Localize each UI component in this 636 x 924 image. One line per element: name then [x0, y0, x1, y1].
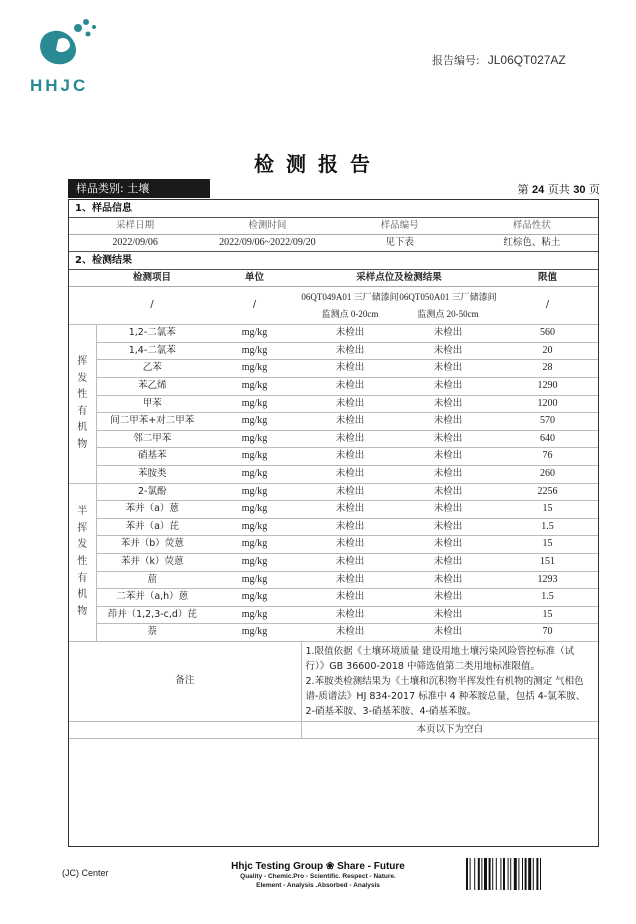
- result-point-2: 未检出: [399, 536, 497, 554]
- result-point-1: 未检出: [301, 553, 399, 571]
- result-point-2: 未检出: [399, 413, 497, 431]
- result-row: [69, 501, 598, 519]
- result-point-1: 未检出: [301, 377, 399, 395]
- result-row: [69, 325, 598, 343]
- result-point-2: 未检出: [399, 325, 497, 343]
- result-row: [69, 413, 598, 431]
- item-name: 2-氯酚: [96, 483, 208, 501]
- result-point-2: 未检出: [399, 395, 497, 413]
- result-point-2: 未检出: [399, 342, 497, 360]
- result-row: [69, 448, 598, 466]
- limit-value: 15: [497, 501, 598, 519]
- barcode-bar: [525, 858, 527, 890]
- item-name: 1,4-二氯苯: [96, 342, 208, 360]
- logo-text: HHJC: [30, 76, 89, 95]
- item-name: 苯胺类: [96, 465, 208, 483]
- page-indicator: [518, 181, 601, 197]
- result-point-2: 未检出: [399, 606, 497, 624]
- barcode-bar: [508, 858, 509, 890]
- result-point-2: 未检出: [399, 589, 497, 607]
- unit-value: mg/kg: [208, 571, 301, 589]
- sample-info-section-title: 1、样品信息: [69, 200, 598, 218]
- item-name: 硝基苯: [96, 448, 208, 466]
- sample-point-2: 06QT050A01 三厂储漆间监测点 20-50cm: [399, 287, 497, 325]
- result-point-2: 未检出: [399, 483, 497, 501]
- unit-value: mg/kg: [208, 624, 301, 642]
- result-point-1: 未检出: [301, 413, 399, 431]
- results-section-title: 2、检测结果: [69, 252, 598, 270]
- sub-item: /: [96, 287, 208, 325]
- result-point-1: 未检出: [301, 501, 399, 519]
- unit-value: mg/kg: [208, 377, 301, 395]
- barcode-bar: [528, 858, 531, 890]
- item-name: 甲苯: [96, 395, 208, 413]
- item-name: 茚并（1,2,3-c,d）芘: [96, 606, 208, 624]
- result-point-1: 未检出: [301, 571, 399, 589]
- note-1: 1.限值依据《土壤环境质量 建设用地土壤污染风险管控标准（试行）》GB 36600-2018 中筛选值第二类用地标准限值。: [305, 645, 575, 672]
- barcode-bar: [514, 858, 517, 890]
- test-time-header: 检测时间: [201, 218, 333, 235]
- logo-icon: [22, 14, 112, 74]
- sample-point-1: 06QT049A01 三厂储漆间监测点 0-20cm: [301, 287, 399, 325]
- page-prefix: 第: [517, 183, 529, 196]
- result-row: [69, 518, 598, 536]
- item-name: 二苯并（a,h）蒽: [96, 589, 208, 607]
- barcode-bar: [503, 858, 505, 890]
- unit-value: mg/kg: [208, 536, 301, 554]
- unit-value: mg/kg: [208, 518, 301, 536]
- result-row: [69, 483, 598, 501]
- item-header: 检测项目: [96, 270, 208, 287]
- item-name: 乙苯: [96, 360, 208, 378]
- barcode-bar: [470, 858, 471, 890]
- limit-value: 1290: [497, 377, 598, 395]
- result-point-1: 未检出: [301, 360, 399, 378]
- unit-value: mg/kg: [208, 342, 301, 360]
- limit-value: 15: [497, 606, 598, 624]
- result-point-2: 未检出: [399, 624, 497, 642]
- limit-value: 560: [497, 325, 598, 343]
- result-point-2: 未检出: [399, 360, 497, 378]
- item-name: 1,2-二氯苯: [96, 325, 208, 343]
- page-suffix: 页: [589, 183, 600, 196]
- result-point-1: 未检出: [301, 483, 399, 501]
- sub-limit: /: [497, 287, 598, 325]
- result-row: [69, 571, 598, 589]
- sample-category: 样品类别: 土壤: [68, 179, 210, 198]
- unit-value: mg/kg: [208, 483, 301, 501]
- barcode-bar: [500, 858, 501, 890]
- report-number-value: JL06QT027AZ: [487, 53, 566, 67]
- barcode-bar: [474, 858, 475, 890]
- limit-header: 限值: [497, 270, 598, 287]
- item-name: 苯并（k）荧蒽: [96, 553, 208, 571]
- result-point-2: 未检出: [399, 465, 497, 483]
- unit-value: mg/kg: [208, 553, 301, 571]
- limit-value: 1.5: [497, 518, 598, 536]
- unit-value: mg/kg: [208, 430, 301, 448]
- result-row: [69, 430, 598, 448]
- result-point-2: 未检出: [399, 553, 497, 571]
- barcode-bar: [496, 858, 497, 890]
- result-point-1: 未检出: [301, 395, 399, 413]
- barcode-bar: [533, 858, 534, 890]
- barcode-bar: [522, 858, 523, 890]
- sample-info-table: [69, 200, 598, 252]
- result-point-1: 未检出: [301, 448, 399, 466]
- barcode-bar: [466, 858, 468, 890]
- unit-value: mg/kg: [208, 448, 301, 466]
- points-header: 采样点位及检测结果: [301, 270, 497, 287]
- sample-id-header: 样品编号: [334, 218, 466, 235]
- item-name: 间二甲苯+对二甲苯: [96, 413, 208, 431]
- result-row: [69, 342, 598, 360]
- notes: [301, 641, 598, 721]
- sample-property-value: 红棕色、粘土: [466, 235, 598, 252]
- sub-unit: /: [208, 287, 301, 325]
- result-point-1: 未检出: [301, 624, 399, 642]
- result-point-1: 未检出: [301, 536, 399, 554]
- item-name: 苯乙烯: [96, 377, 208, 395]
- result-row: [69, 465, 598, 483]
- unit-header: 单位: [208, 270, 301, 287]
- barcode-bar: [510, 858, 511, 890]
- limit-value: 2256: [497, 483, 598, 501]
- unit-value: mg/kg: [208, 413, 301, 431]
- barcode-bar: [478, 858, 480, 890]
- item-name: 苯并（b）荧蒽: [96, 536, 208, 554]
- item-name: 苯并（a）蒽: [96, 501, 208, 519]
- limit-value: 15: [497, 536, 598, 554]
- barcode-bar: [481, 858, 482, 890]
- limit-value: 28: [497, 360, 598, 378]
- result-point-2: 未检出: [399, 448, 497, 466]
- page-mid: 页共: [547, 183, 570, 196]
- result-row: [69, 606, 598, 624]
- result-row: [69, 553, 598, 571]
- test-time-value: 2022/09/06~2022/09/20: [201, 235, 333, 252]
- sampling-date-value: 2022/09/06: [69, 235, 201, 252]
- result-point-2: 未检出: [399, 501, 497, 519]
- group-label-svoc: 半 挥 发 性 有 机 物: [69, 483, 96, 641]
- page-total: 30: [573, 184, 586, 196]
- result-point-2: 未检出: [399, 377, 497, 395]
- limit-value: 1.5: [497, 589, 598, 607]
- result-point-1: 未检出: [301, 606, 399, 624]
- item-name: 邻二甲苯: [96, 430, 208, 448]
- unit-value: mg/kg: [208, 465, 301, 483]
- unit-value: mg/kg: [208, 589, 301, 607]
- unit-value: mg/kg: [208, 606, 301, 624]
- footer-line-2: Quality - Chemic.Pro - Scientific. Respect - Nature.: [240, 873, 396, 880]
- barcode-bar: [518, 858, 519, 890]
- result-point-1: 未检出: [301, 342, 399, 360]
- item-name: 䓛: [96, 571, 208, 589]
- barcode-bar: [484, 858, 487, 890]
- page-current: 24: [532, 184, 545, 196]
- result-row: [69, 395, 598, 413]
- notes-label: 备注: [69, 641, 301, 721]
- footer-line-1: Hhjc Testing Group ❀ Share - Future: [231, 861, 405, 872]
- limit-value: 1293: [497, 571, 598, 589]
- unit-value: mg/kg: [208, 395, 301, 413]
- result-point-2: 未检出: [399, 571, 497, 589]
- limit-value: 640: [497, 430, 598, 448]
- limit-value: 20: [497, 342, 598, 360]
- limit-value: 76: [497, 448, 598, 466]
- group-label-voc: 挥 发 性 有 机 物: [69, 325, 96, 483]
- item-name: 苯并（a）芘: [96, 518, 208, 536]
- result-row: [69, 360, 598, 378]
- results-table: [69, 252, 598, 739]
- item-name: 萘: [96, 624, 208, 642]
- barcode-bar: [489, 858, 491, 890]
- unit-value: mg/kg: [208, 325, 301, 343]
- result-point-1: 未检出: [301, 465, 399, 483]
- result-row: [69, 589, 598, 607]
- limit-value: 70: [497, 624, 598, 642]
- result-point-1: 未检出: [301, 518, 399, 536]
- sample-property-header: 样品性状: [466, 218, 598, 235]
- report-number-label: 报告编号:: [432, 54, 480, 67]
- barcode-bar: [536, 858, 538, 890]
- result-point-1: 未检出: [301, 325, 399, 343]
- result-point-2: 未检出: [399, 518, 497, 536]
- report-number: [432, 52, 566, 68]
- company-logo: [22, 14, 112, 94]
- result-row: [69, 624, 598, 642]
- limit-value: 260: [497, 465, 598, 483]
- sampling-date-header: 采样日期: [69, 218, 201, 235]
- unit-value: mg/kg: [208, 360, 301, 378]
- unit-value: mg/kg: [208, 501, 301, 519]
- blank-note: 本页以下为空白: [301, 721, 598, 738]
- result-point-1: 未检出: [301, 589, 399, 607]
- barcode-bar: [540, 858, 541, 890]
- limit-value: 1200: [497, 395, 598, 413]
- sample-id-value: 见下表: [334, 235, 466, 252]
- footer-line-3: Element - Analysis .Absorbed - Analysis: [256, 882, 380, 889]
- page-title: 检测报告: [254, 152, 382, 176]
- result-row: [69, 377, 598, 395]
- result-point-2: 未检出: [399, 430, 497, 448]
- limit-value: 570: [497, 413, 598, 431]
- barcode-bar: [492, 858, 493, 890]
- results-rows: [69, 325, 598, 642]
- barcode: [466, 858, 564, 890]
- footer-center-label: (JC) Center: [62, 868, 109, 878]
- result-row: [69, 536, 598, 554]
- report-table-frame: [68, 199, 599, 847]
- result-point-1: 未检出: [301, 430, 399, 448]
- note-2: 2.苯胺类检测结果为《土壤和沉积物半挥发性有机物的测定 气相色谱-质谱法》HJ 834-2017 标准中 4 种苯胺总量，包括 4-氯苯胺、2-硝基苯胺、3-硝基苯胺、4-硝基苯胺。: [305, 675, 586, 717]
- limit-value: 151: [497, 553, 598, 571]
